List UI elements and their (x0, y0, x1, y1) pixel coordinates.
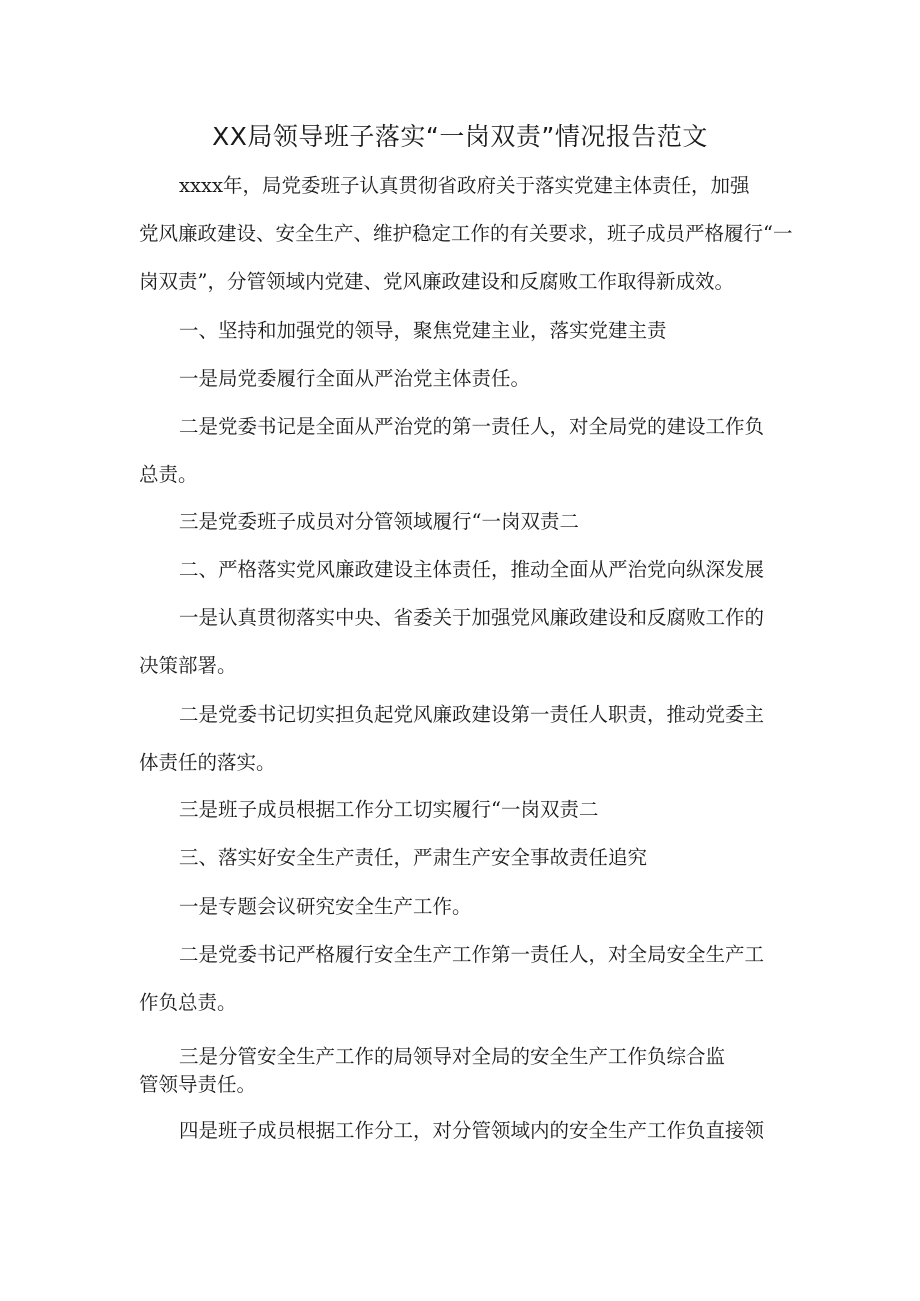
paragraph-line: 一是认真贯彻落实中央、省委关于加强党风廉政建设和反腐败工作的 (179, 606, 765, 629)
document-title: XX局领导班子落实“一岗双责”情况报告范文 (212, 122, 708, 151)
section-heading: 三、落实好安全生产责任，严肃生产安全事故责任追究 (179, 846, 648, 869)
section-heading: 一、坚持和加强党的领导，聚焦党建主业，落实党建主责 (179, 319, 667, 342)
paragraph-line: 岗双责”，分管领域内党建、党风廉政建设和反腐败工作取得新成效。 (139, 270, 734, 293)
paragraph-line: 一是局党委履行全面从严治党主体责任。 (179, 367, 531, 390)
paragraph-line: 三是班子成员根据工作分工切实履行“一岗双责二 (179, 798, 599, 821)
paragraph-line: 四是班子成员根据工作分工，对分管领域内的安全生产工作负直接领 (179, 1119, 765, 1142)
paragraph-line: 一是专题会议研究安全生产工作。 (179, 895, 472, 918)
paragraph-line: 二是党委书记切实担负起党风廉政建设第一责任人职责，推动党委主 (179, 703, 765, 726)
paragraph-line: xxxx年，局党委班子认真贯彻省政府关于落实党建主体责任，加强 (179, 174, 750, 197)
paragraph-line: 三是分管安全生产工作的局领导对全局的安全生产工作负综合监 (179, 1045, 726, 1068)
paragraph-line: 管领导责任。 (139, 1073, 257, 1096)
paragraph-line: 决策部署。 (139, 654, 237, 677)
paragraph-line: 党风廉政建设、安全生产、维护稳定工作的有关要求，班子成员严格履行“一 (139, 222, 793, 245)
paragraph-line: 作负总责。 (139, 991, 237, 1014)
paragraph-line: 总责。 (139, 463, 198, 486)
paragraph-line: 三是党委班子成员对分管领域履行“一岗双责二 (179, 510, 579, 533)
paragraph-line: 体责任的落实。 (139, 751, 276, 774)
section-heading: 二、严格落实党风廉政建设主体责任，推动全面从严治党向纵深发展 (179, 558, 765, 581)
paragraph-line: 二是党委书记严格履行安全生产工作第一责任人，对全局安全生产工 (179, 943, 765, 966)
paragraph-line: 二是党委书记是全面从严治党的第一责任人，对全局党的建设工作负 (179, 415, 765, 438)
